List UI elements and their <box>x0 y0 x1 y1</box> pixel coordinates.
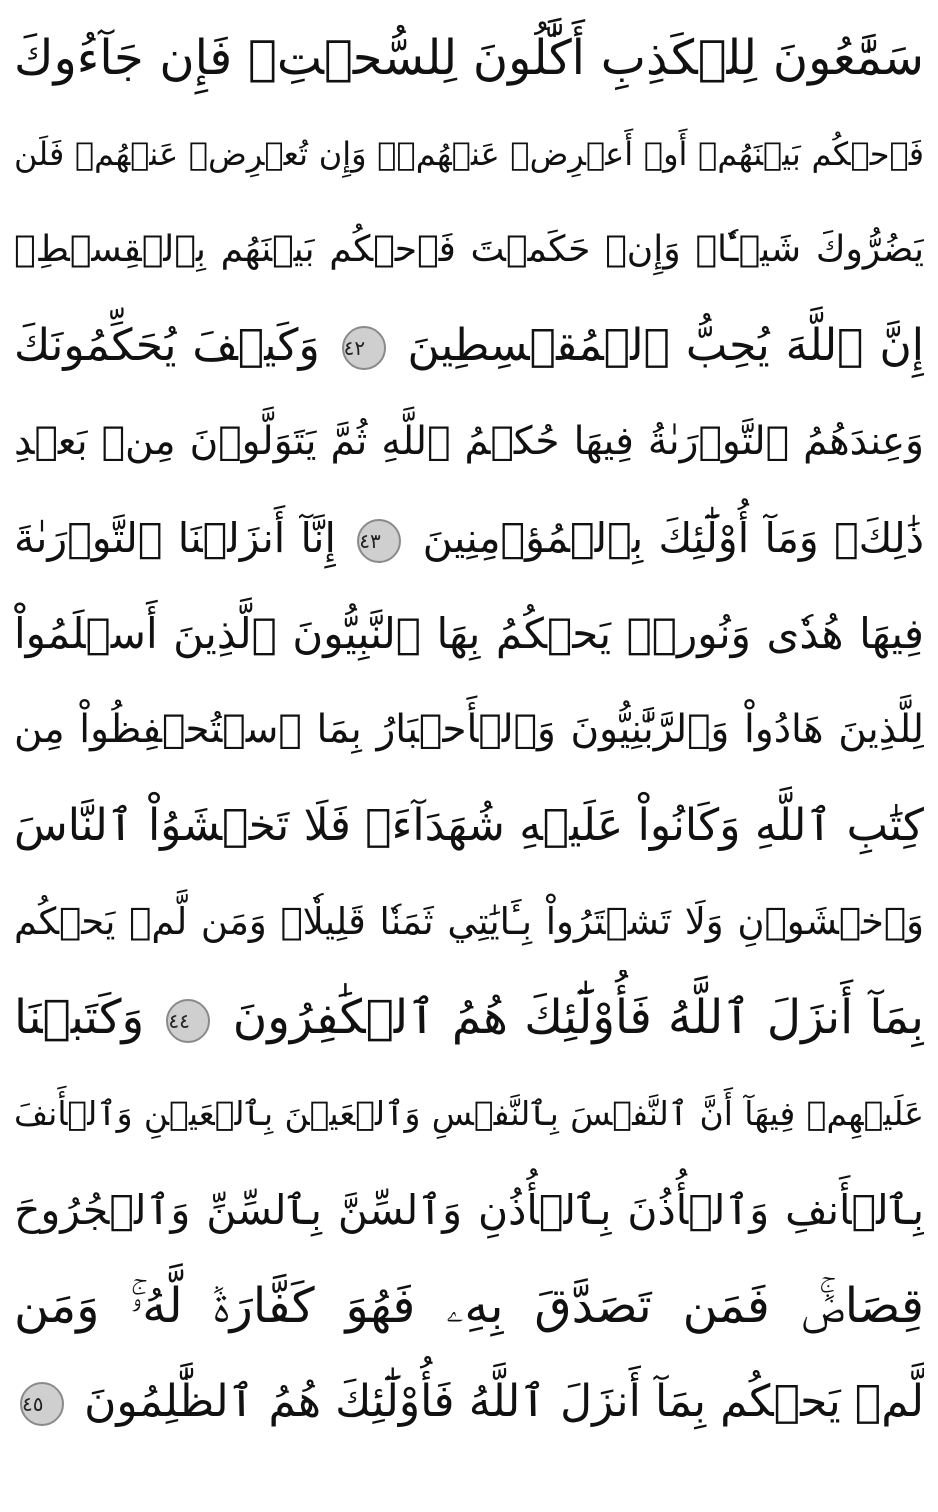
verse-line <box>14 682 924 778</box>
verse-line <box>14 1162 924 1258</box>
verse-text: لِلَّذِينَ هَادُواْ وَٱلرَّبَّٰنِيُّونَ وَٱلۡأَحۡبَارُ بِمَا ٱسۡتُحۡفِظُواْ مِن <box>14 707 924 752</box>
verse-text: بِٱلۡأَنفِ وَٱلۡأُذُنَ بِٱلۡأُذُنِ وَٱلسِّنَّ بِٱلسِّنِّ وَٱلۡجُرُوحَ <box>14 1186 924 1234</box>
verse-text: كِتَٰبِ ٱللَّهِ وَكَانُواْ عَلَيۡهِ شُهَدَآءَۚ فَلَا تَخۡشَوُاْ ٱلنَّاسَ <box>14 800 924 851</box>
verse-text: لَّمۡ يَحۡكُم بِمَآ أَنزَلَ ٱللَّهُ فَأُوْلَٰٓئِكَ هُمُ ٱلظَّٰلِمُونَ <box>84 1376 924 1427</box>
verse-text: وَٱخۡشَوۡنِ وَلَا تَشۡتَرُواْ بِـَٔايَٰتِي ثَمَنٗا قَلِيلٗاۚ وَمَن لَّمۡ يَحۡكُم <box>14 900 924 943</box>
verse-text: ذَٰلِكَۚ وَمَآ أُوْلَٰٓئِكَ بِٱلۡمُؤۡمِنِينَ <box>422 514 924 562</box>
verse-text: فَٱحۡكُم بَيۡنَهُمۡ أَوۡ أَعۡرِضۡ عَنۡهُمۡۖ وَإِن تُعۡرِضۡ عَنۡهُمۡ فَلَن <box>14 135 924 173</box>
verse-text: إِنَّ ٱللَّهَ يُحِبُّ ٱلۡمُقۡسِطِينَ <box>407 320 924 371</box>
verse-text: سَمَّٰعُونَ لِلۡكَذِبِ أَكَّٰلُونَ لِلسُّحۡتِۚ فَإِن جَآءُوكَ <box>14 30 924 86</box>
verse-line <box>14 970 924 1066</box>
verse-text: فِيهَا هُدٗى وَنُورٞۚ يَحۡكُمُ بِهَا ٱلنَّبِيُّونَ ٱلَّذِينَ أَسۡلَمُواْ <box>14 609 924 658</box>
verse-text: وَعِندَهُمُ ٱلتَّوۡرَىٰةُ فِيهَا حُكۡمُ ٱللَّهِ ثُمَّ يَتَوَلَّوۡنَ مِنۢ بَعۡدِ <box>14 419 924 464</box>
verse-text: يَضُرُّوكَ شَيۡـٔٗاۖ وَإِنۡ حَكَمۡتَ فَٱحۡكُم بَيۡنَهُم بِٱلۡقِسۡطِۚ <box>14 229 924 270</box>
verse-text: وَكَتَبۡنَا <box>14 990 145 1045</box>
verse-line <box>14 1258 924 1354</box>
verse-line <box>14 394 924 490</box>
ayah-number-marker: ٤٢ <box>342 326 386 370</box>
verse-line <box>14 778 924 874</box>
verse-line <box>14 586 924 682</box>
verse-line <box>14 1354 924 1450</box>
verse-text: وَكَيۡفَ يُحَكِّمُونَكَ <box>14 320 320 371</box>
verse-text: قِصَاصٞۚ فَمَن تَصَدَّقَ بِهِۦ فَهُوَ كَفَّارَةٞ لَّهُۥۚ وَمَن <box>14 1278 924 1334</box>
verse-line <box>14 106 924 202</box>
verse-line <box>14 298 924 394</box>
ayah-number-marker: ٤٥ <box>20 1382 64 1426</box>
verse-line <box>14 490 924 586</box>
verse-line <box>14 202 924 298</box>
verse-text: بِمَآ أَنزَلَ ٱللَّهُ فَأُوْلَٰٓئِكَ هُمُ ٱلۡكَٰفِرُونَ <box>232 990 924 1045</box>
verse-text: إِنَّآ أَنزَلۡنَا ٱلتَّوۡرَىٰةَ <box>14 514 336 562</box>
verse-lines <box>14 10 924 1450</box>
verse-line <box>14 874 924 970</box>
ayah-number-marker: ٤٤ <box>166 999 210 1043</box>
verse-text: عَلَيۡهِمۡ فِيهَآ أَنَّ ٱلنَّفۡسَ بِٱلنَّفۡسِ وَٱلۡعَيۡنَ بِٱلۡعَيۡنِ وَٱلۡأَنفَ <box>14 1094 924 1133</box>
ayah-number-marker: ٤٣ <box>357 519 401 563</box>
verse-line <box>14 1066 924 1162</box>
verse-line <box>14 10 924 106</box>
